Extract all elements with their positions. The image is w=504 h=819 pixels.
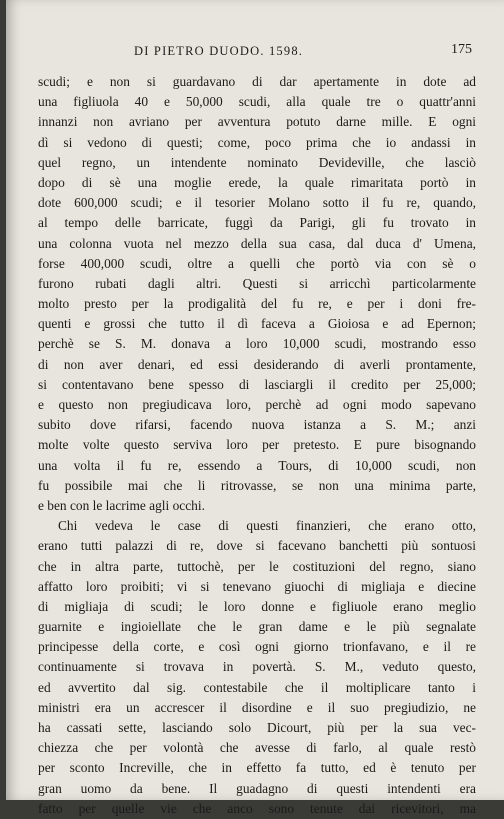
text-line: al tempo delle barricate, fuggì da Parigi, gli fu trovato in: [38, 215, 476, 231]
body-text: [38, 72, 476, 819]
text-line: ministri era un accrescer il disordine e il suo pregiudizio, ne: [38, 699, 476, 715]
paragraph: [38, 516, 476, 819]
text-line: dì si vedono di questi; come, poco prima che io andassi in: [38, 134, 476, 150]
text-line: per sconto Increville, che in effetto fa tutto, ed è tenuto per: [38, 760, 476, 776]
text-line: forse 400,000 scudi, oltre a quelli che portò via con sè o: [38, 255, 476, 271]
text-line: una figliuola 40 e 50,000 scudi, alla quale tre o quattr'anni: [38, 94, 476, 110]
text-line: continuamente si trovava in povertà. S. M., veduto questo,: [38, 659, 476, 675]
text-line: guarnite e ingioiellate che le gran dame e le più segnalate: [38, 619, 476, 635]
text-line: molto presto per la prodigalità del fu re, e per i doni fre-: [38, 296, 476, 312]
text-line: molte volte questo serviva loro per pretesto. E pure bisognando: [38, 437, 476, 453]
text-line: una colonna vuota nel mezzo della sua casa, dal duca d' Umena,: [38, 235, 476, 251]
book-page: [6, 0, 504, 816]
text-line: affatto loro proibiti; vi si tenevano giuochi di migliaja e diecine: [38, 578, 476, 594]
text-line: e ben con le lacrime agli occhi.: [38, 497, 205, 513]
text-line: si contentavano bene spesso di lasciargli il credito per 25,000;: [38, 376, 476, 392]
text-line: scudi; e non si guardavano di dar apertamente in dote ad: [38, 74, 476, 89]
text-line: gran uomo da bene. Il guadagno di questi intendenti era: [38, 780, 476, 796]
text-line: Chi vedeva le case di questi finanzieri, che erano otto,: [58, 518, 476, 534]
text-line: subito dove rifarsi, facendo nuova istanza a S. M.; anzi: [38, 417, 476, 433]
text-line: che in altra parte, tuttochè, per le costituzioni del regno, siano: [38, 558, 476, 574]
text-line: e questo non pregiudicava loro, perchè ad ogni modo sapevano: [38, 397, 476, 412]
text-line: di non aver denari, ed essi desiderando di averli prontamente,: [38, 356, 476, 372]
text-line: fatto per quelle vie che anco sono tenute dai ricevitori, ma: [38, 800, 476, 816]
text-line: dote 600,000 scudi; e il tesorier Molano sotto il fu re, quando,: [38, 195, 476, 211]
text-line: ha cassati sette, lasciando solo Dicourt, più per la sua vec-: [38, 720, 476, 735]
text-line: principesse della corte, e così ogni giorno trionfavano, e il re: [38, 639, 476, 655]
text-line: una volta il fu re, essendo a Tours, di 10,000 scudi, non: [38, 457, 476, 473]
text-line: furono rubati dagli altri. Questi si arricchì particolarmente: [38, 275, 476, 291]
page-header: [38, 40, 486, 62]
text-line: perchè se S. M. donava a loro 10,000 scudi, mostrando esso: [38, 336, 476, 352]
page-number: 175: [451, 42, 472, 57]
text-line: quenti e grossi che tutto il dì faceva a Gioiosa e ad Epernon;: [38, 316, 476, 332]
text-line: chiezza che per volontà che avesse di farlo, al quale restò: [38, 740, 476, 756]
text-line: fu possibile mai che li ritrovasse, se non una minima parte,: [38, 477, 476, 493]
text-line: dopo di sè una moglie erede, la quale rimaritata portò in: [38, 174, 476, 190]
paragraph: [38, 72, 476, 516]
text-line: quel regno, un intendente nominato Devideville, che lasciò: [38, 154, 476, 170]
text-line: innanzi non avriano per avventura potuto darne mille. E ogni: [38, 114, 476, 130]
text-line: di migliaja di scudi; le loro donne e figliuole erano meglio: [38, 598, 476, 614]
running-title: DI PIETRO DUODO. 1598.: [134, 44, 304, 58]
text-line: ed avvertito dal sig. contestabile che il moltiplicare tanto i: [38, 679, 476, 695]
text-line: erano tutti palazzi di re, dove si facevano banchetti più sontuosi: [38, 538, 476, 554]
